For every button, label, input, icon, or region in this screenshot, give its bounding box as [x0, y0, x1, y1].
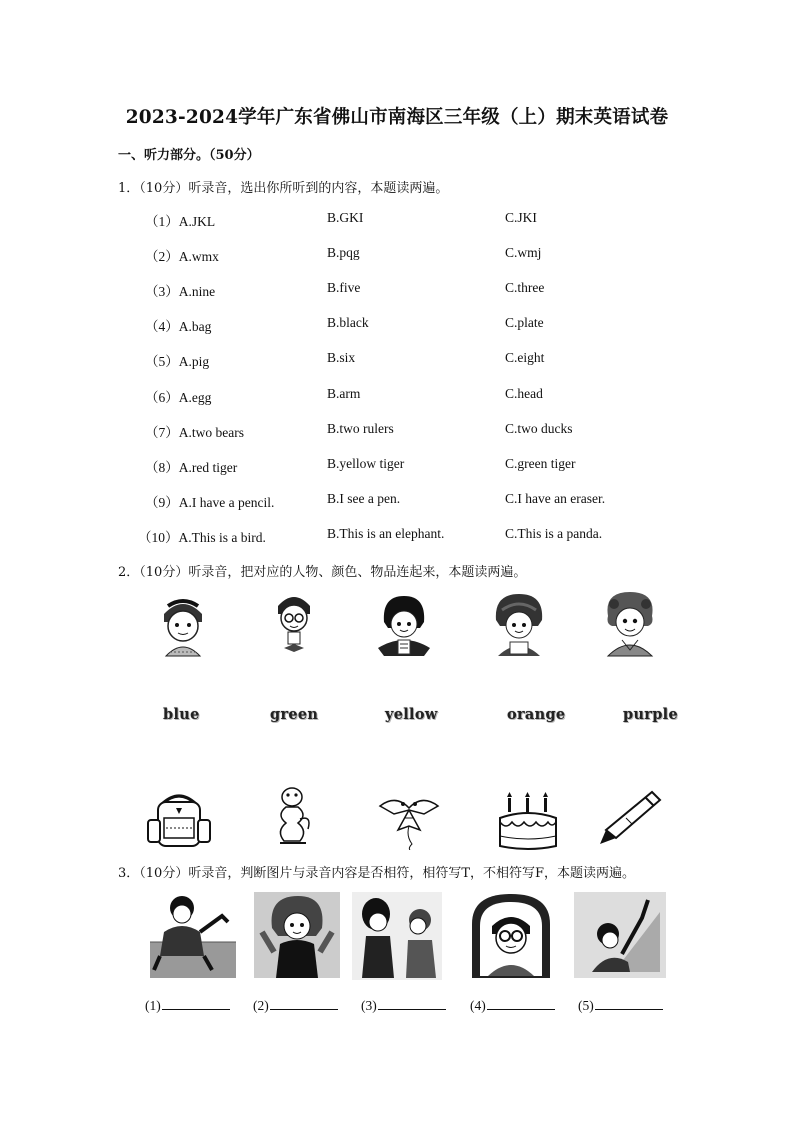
blank-label: (2) [253, 998, 269, 1013]
fountain-pen-image [596, 788, 664, 846]
question-3-text: 3．（10分）听录音，判断图片与录音内容是否相符，相符写T，不相符写F，本题读两遍。 [118, 866, 636, 881]
option-a[interactable]: （7）A.two bears [145, 425, 244, 440]
option-c[interactable]: C.two ducks [505, 421, 573, 436]
answer-blank-3[interactable] [361, 996, 446, 1014]
boy-on-ground-image [150, 892, 236, 978]
option-c[interactable]: C.green tiger [505, 456, 576, 471]
two-children-image [352, 892, 442, 980]
blank-line[interactable] [270, 996, 338, 1010]
option-c[interactable]: C.plate [505, 315, 544, 330]
q1-option-row [0, 491, 794, 511]
answer-blank-1[interactable] [145, 996, 230, 1014]
q1-option-row [0, 280, 794, 300]
option-a[interactable]: （5）A.pig [145, 354, 210, 369]
option-a[interactable]: （6）A.egg [145, 390, 212, 405]
birthday-cake-image [496, 792, 560, 852]
option-b[interactable]: B.pqg [327, 245, 360, 260]
color-word-green[interactable]: green [270, 706, 319, 723]
girl-character-2-image [372, 592, 436, 658]
option-a[interactable]: （8）A.red tiger [145, 460, 238, 475]
option-a[interactable]: （3）A.nine [145, 284, 216, 299]
kite-image [376, 792, 442, 850]
pencil-sharpener-toy-image [272, 785, 314, 849]
option-c[interactable]: C.three [505, 280, 545, 295]
girl-character-3-image [488, 592, 550, 658]
blank-line[interactable] [162, 996, 230, 1010]
color-word-orange[interactable]: orange [507, 706, 566, 723]
option-b[interactable]: B.GKI [327, 210, 364, 225]
girl-character-1-image [152, 592, 214, 658]
answer-blank-4[interactable] [470, 996, 555, 1014]
q1-option-row [0, 526, 794, 546]
option-c[interactable]: C.wmj [505, 245, 542, 260]
option-b[interactable]: B.This is an elephant. [327, 526, 445, 541]
option-b[interactable]: B.I see a pen. [327, 491, 401, 506]
q1-option-row [0, 245, 794, 265]
blank-label: (4) [470, 998, 486, 1013]
option-c[interactable]: C.JKI [505, 210, 537, 225]
q1-option-row [0, 210, 794, 230]
option-a[interactable]: （10）A.This is a bird. [138, 530, 266, 545]
q1-option-row [0, 350, 794, 370]
color-word-purple[interactable]: purple [623, 706, 678, 723]
option-a[interactable]: （2）A.wmx [145, 249, 219, 264]
question-2-text: 2．（10分）听录音，把对应的人物、颜色、物品连起来，本题读两遍。 [118, 565, 527, 580]
q1-option-row [0, 456, 794, 476]
boy-with-glasses-image [268, 590, 320, 656]
option-b[interactable]: B.two rulers [327, 421, 394, 436]
girl-waving-image [254, 892, 340, 978]
q1-option-row [0, 421, 794, 441]
blank-label: (5) [578, 998, 594, 1013]
option-b[interactable]: B.black [327, 315, 369, 330]
blank-label: (1) [145, 998, 161, 1013]
q1-option-row [0, 386, 794, 406]
color-word-yellow[interactable]: yellow [385, 706, 438, 723]
option-a[interactable]: （1）A.JKL [145, 214, 216, 229]
boy-pointing-image [574, 892, 666, 978]
option-c[interactable]: C.eight [505, 350, 545, 365]
boy-in-window-image [466, 890, 556, 980]
question-1-text: 1．（10分）听录音，选出你所听到的内容，本题读两遍。 [118, 181, 449, 196]
option-c[interactable]: C.This is a panda. [505, 526, 603, 541]
answer-blank-5[interactable] [578, 996, 663, 1014]
option-b[interactable]: B.five [327, 280, 361, 295]
option-a[interactable]: （4）A.bag [145, 319, 212, 334]
page-title: 2023-2024学年广东省佛山市南海区三年级（上）期末英语试卷 [125, 107, 669, 128]
blank-line[interactable] [487, 996, 555, 1010]
q1-option-row [0, 315, 794, 335]
section-heading-listening: 一、听力部分。（50分） [118, 148, 260, 163]
color-word-blue[interactable]: blue [163, 706, 200, 723]
blank-label: (3) [361, 998, 377, 1013]
blank-line[interactable] [595, 996, 663, 1010]
option-b[interactable]: B.arm [327, 386, 361, 401]
option-b[interactable]: B.six [327, 350, 356, 365]
option-c[interactable]: C.head [505, 386, 543, 401]
option-b[interactable]: B.yellow tiger [327, 456, 405, 471]
blank-line[interactable] [378, 996, 446, 1010]
option-a[interactable]: （9）A.I have a pencil. [145, 495, 275, 510]
answer-blank-2[interactable] [253, 996, 338, 1014]
schoolbag-image [144, 790, 214, 850]
option-c[interactable]: C.I have an eraser. [505, 491, 606, 506]
woman-character-image [600, 590, 660, 658]
